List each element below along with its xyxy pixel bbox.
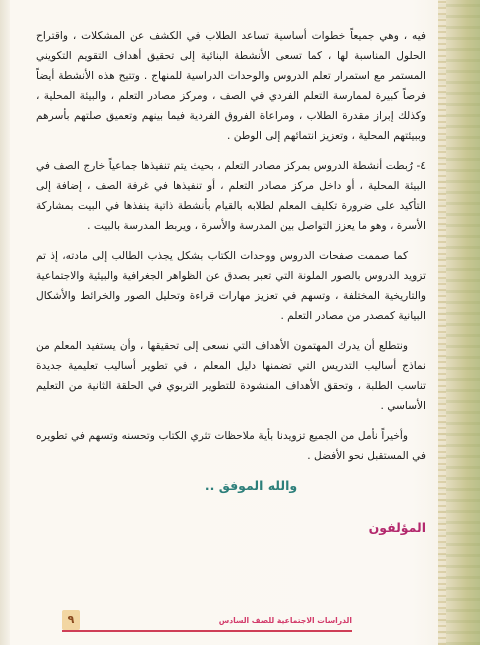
page-footer [62,612,352,632]
footer-book-title: الدراسات الاجتماعية للصف السادس [218,616,352,625]
page-left-edge [0,0,10,645]
paragraph-goals: ونتطلع أن يدرك المهتمون الأهداف التي نسعى إلى تحقيقها ، وأن يستفيد المعلم من نماذج أساليب التدريس التي تضمنها دليل المعلم ، في تطوير أساليب تعليمية جديدة تناسب الطلبة ، وتحقق الأهداف المنشودة للتطوير التربوي في الحلقة الثانية من التعليم الأساسي . [36,340,426,412]
decorative-border-strip [438,0,480,645]
authors-signature: المؤلفون [368,520,426,535]
paragraph-final: وأخيراً نأمل من الجميع تزويدنا بأية ملاحظات تثري الكتاب وتحسنه وتسهم في تطويره في المستقبل نحو الأفضل . [36,430,426,462]
paragraph-continued: فيه ، وهي جميعاً خطوات أساسية تساعد الطلاب في الكشف عن المشكلات ، واقتراح الحلول المناسبة لها ، كما تسعى الأنشطة البنائية إلى تحقيق أهداف التقويم التكويني المستمر مع استمرار تعلم الدروس والوحدات الدراسية للمنهاج . وتتيح هذه الأنشطة أيضاً فرصاً كبيرة لممارسة التعلم الفردي في الصف ، ومركز مصادر التعلم ، والبيئة المحلية ، وكذلك إبراز مقدرة الطلاب ، ومراعاة الفروق الفردية فيما بينهم وتعميق صلتهم بأسرهم وببيئتهم المحلية ، وتعزيز انتمائهم إلى الوطن . [36,30,426,142]
page-number: ٩ [62,610,80,630]
page-content [36,26,426,538]
paragraph-design: كما صممت صفحات الدروس ووحدات الكتاب بشكل يجذب الطالب إلى مادته، إذ تم تزويد الدروس بالصور الملونة التي تعبر بصدق عن الظواهر الجغرافية والبيئية والاجتماعية والتاريخية المختلفة ، وتسهم في تعزيز مهارات قراءة وتحليل الصور والخرائط والأشكال البيانية كمصدر من مصادر التعلم . [36,250,426,322]
footer-line [62,630,352,632]
closing-phrase: والله الموفق .. [204,478,298,493]
paragraph-point-4: ٤- رُبطت أنشطة الدروس بمركز مصادر التعلم ، بحيث يتم تنفيذها جماعياً خارج الصف في البيئة المحلية ، أو داخل مركز مصادر التعلم ، أو تنفيذها في غرفة الصف ، إضافة إلى التأكيد على ضرورة تكليف المعلم لطلابه بالقيام بأنشطة ذاتية ينفذها في البيت بمشاركة الأسرة ، وهو ما يعزز التواصل بين المدرسة والأسرة ، ويربط المدرسة بالبيت . [36,160,426,232]
